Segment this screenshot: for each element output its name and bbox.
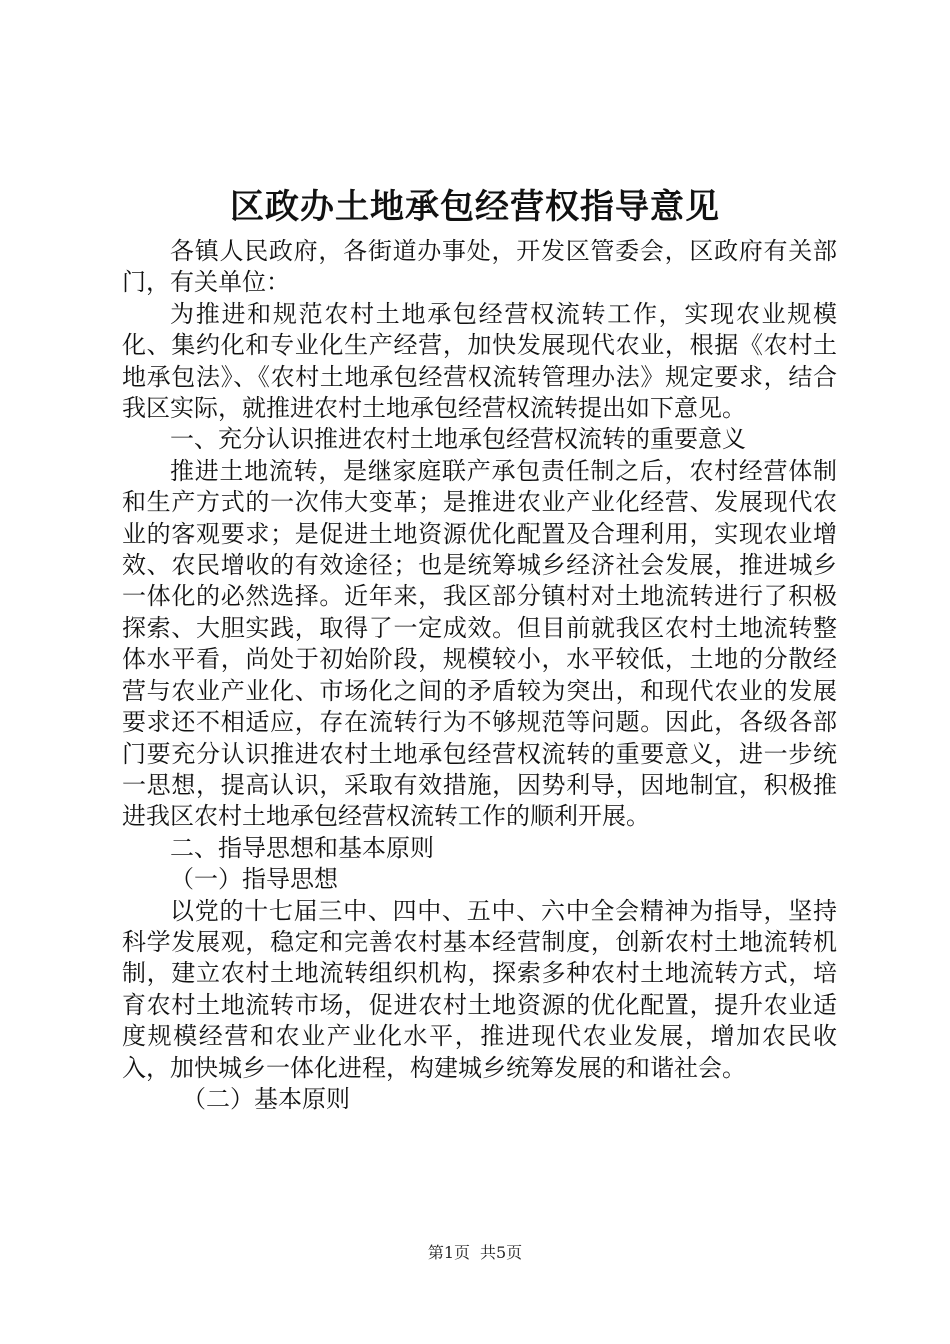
intro-paragraph: 为推进和规范农村土地承包经营权流转工作，实现农业规模化、集约化和专业化生产经营，加快发展现代农业，根据《农村土地承包法》、《农村土地承包经营权流转管理办法》规定要求，结合我区实际，就推进农村土地承包经营权流转提出如下意见。 — [122, 299, 837, 423]
subsection-heading-1: （一）指导思想 — [170, 865, 338, 894]
document-body — [122, 236, 837, 1115]
significance-paragraph: 推进土地流转，是继家庭联产承包责任制之后，农村经营体制和生产方式的一次伟大变革；是推进农业产业化经营、发展现代农业的客观要求；是促进土地资源优化配置及合理利用，实现农业增效、农民增收的有效途径；也是统筹城乡经济社会发展，推进城乡一体化的必然选择。近年来，我区部分镇村对土地流转进行了积极探索、大胆实践，取得了一定成效。但目前就我区农村土地流转整体水平看，尚处于初始阶段，规模较小，水平较低，土地的分散经营与农业产业化、市场化之间的矛盾较为突出，和现代农业的发展要求还不相适应，存在流转行为不够规范等问题。因此，各级各部门要充分认识推进农村土地承包经营权流转的重要意义，进一步统一思想，提高认识，采取有效措施，因势利导，因地制宜，积极推进我区农村土地承包经营权流转工作的顺利开展。 — [122, 456, 837, 831]
section-heading-2: 二、指导思想和基本原则 — [170, 833, 434, 862]
subsection-heading-2: （二）基本原则 — [182, 1084, 350, 1113]
page-total: 共5页 — [480, 1243, 523, 1262]
page-footer — [0, 1242, 950, 1264]
guiding-thought-paragraph: 以党的十七届三中、四中、五中、六中全会精神为指导，坚持科学发展观，稳定和完善农村基本经营制度，创新农村土地流转机制，建立农村土地流转组织机构，探索多种农村土地流转方式，培育农村土地流转市场，促进农村土地资源的优化配置，提升农业适度规模经营和农业产业化水平，推进现代农业发展，增加农民收入，加快城乡一体化进程，构建城乡统筹发展的和谐社会。 — [122, 896, 837, 1082]
section-heading-1: 一、充分认识推进农村土地承包经营权流转的重要意义 — [170, 425, 746, 454]
document-title: 区政办土地承包经营权指导意见 — [230, 187, 720, 227]
salutation-paragraph: 各镇人民政府，各街道办事处，开发区管委会，区政府有关部门，有关单位： — [122, 237, 837, 297]
page-number: 第1页 — [427, 1243, 470, 1262]
